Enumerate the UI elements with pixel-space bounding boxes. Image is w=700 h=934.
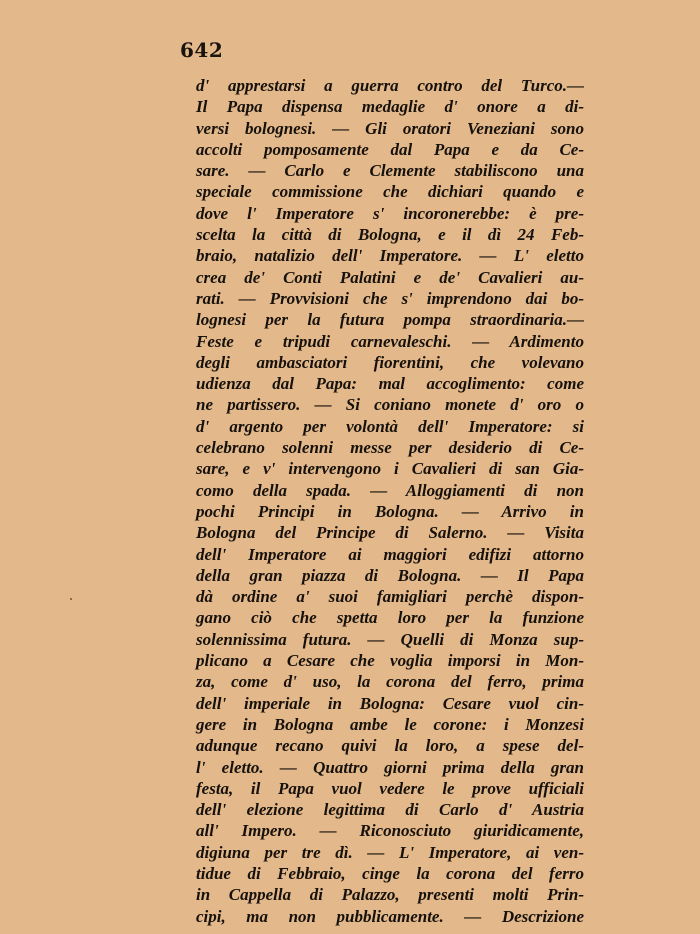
paper-speck: [70, 598, 72, 600]
text-line: za, come d' uso, la corona del ferro, prima: [196, 672, 584, 692]
text-line: dà ordine a' suoi famigliari perchè dispon-: [196, 587, 584, 607]
text-line: degli ambasciatori fiorentini, che volevano: [196, 352, 584, 372]
text-line: l' eletto. — Quattro giorni prima della gran: [196, 757, 584, 777]
text-line: rati. — Provvisioni che s' imprendono dai bo-: [196, 288, 584, 308]
text-line: digiuna per tre dì. — L' Imperatore, ai ven-: [196, 842, 584, 862]
text-line: braio, natalizio dell' Imperatore. — L' eletto: [196, 246, 584, 266]
text-line: dove l' Imperatore s' incoronerebbe: è pre-: [196, 203, 584, 223]
text-line: crea de' Conti Palatini e de' Cavalieri au-: [196, 267, 584, 287]
text-line: celebrano solenni messe per desiderio di Ce-: [196, 438, 584, 458]
text-line: accolti pomposamente dal Papa e da Ce-: [196, 139, 584, 159]
text-line: dell' imperiale in Bologna: Cesare vuol cin-: [196, 693, 584, 713]
text-line: pochi Principi in Bologna. — Arrivo in: [196, 501, 584, 521]
text-line: gere in Bologna ambe le corone: i Monzesi: [196, 714, 584, 734]
text-line: Il Papa dispensa medaglie d' onore a di-: [196, 97, 584, 117]
text-line: d' argento per volontà dell' Imperatore: si: [196, 416, 584, 436]
text-line: lognesi per la futura pompa straordinaria.—: [196, 310, 584, 330]
text-line: udienza dal Papa: mal accoglimento: come: [196, 374, 584, 394]
text-line: sare. — Carlo e Clemente stabiliscono una: [196, 161, 584, 181]
text-line: festa, il Papa vuol vedere le prove ufficiali: [196, 778, 584, 798]
text-line: dell' elezione legittima di Carlo d' Austria: [196, 800, 584, 820]
text-line: gano ciò che spetta loro per la funzione: [196, 608, 584, 628]
text-line: plicano a Cesare che voglia imporsi in Mon-: [196, 651, 584, 671]
text-line: sare, e v' intervengono i Cavalieri di san Gia-: [196, 459, 584, 479]
text-line: in Cappella di Palazzo, presenti molti Prin-: [196, 885, 584, 905]
text-line: Bologna del Principe di Salerno. — Visita: [196, 523, 584, 543]
summary-text-block: [196, 75, 584, 927]
text-line: speciale commissione che dichiari quando e: [196, 182, 584, 202]
text-line: adunque recano quivi la loro, a spese del-: [196, 736, 584, 756]
text-line: della gran piazza di Bologna. — Il Papa: [196, 565, 584, 585]
text-line: solennissima futura. — Quelli di Monza sup-: [196, 629, 584, 649]
text-line: Feste e tripudi carnevaleschi. — Ardimento: [196, 331, 584, 351]
text-line: tidue di Febbraio, cinge la corona del ferro: [196, 863, 584, 883]
page-number: 642: [180, 38, 224, 62]
text-line: scelta la città di Bologna, e il dì 24 Feb-: [196, 225, 584, 245]
text-line: versi bolognesi. — Gli oratori Veneziani sono: [196, 118, 584, 138]
text-line: ne partissero. — Si coniano monete d' oro o: [196, 395, 584, 415]
text-line: all' Impero. — Riconosciuto giuridicamente,: [196, 821, 584, 841]
text-line: dell' Imperatore ai maggiori edifizi attorno: [196, 544, 584, 564]
text-line: cipi, ma non pubblicamente. — Descrizione: [196, 906, 584, 926]
text-line: como della spada. — Alloggiamenti di non: [196, 480, 584, 500]
text-line: d' apprestarsi a guerra contro del Turco.—: [196, 76, 584, 95]
